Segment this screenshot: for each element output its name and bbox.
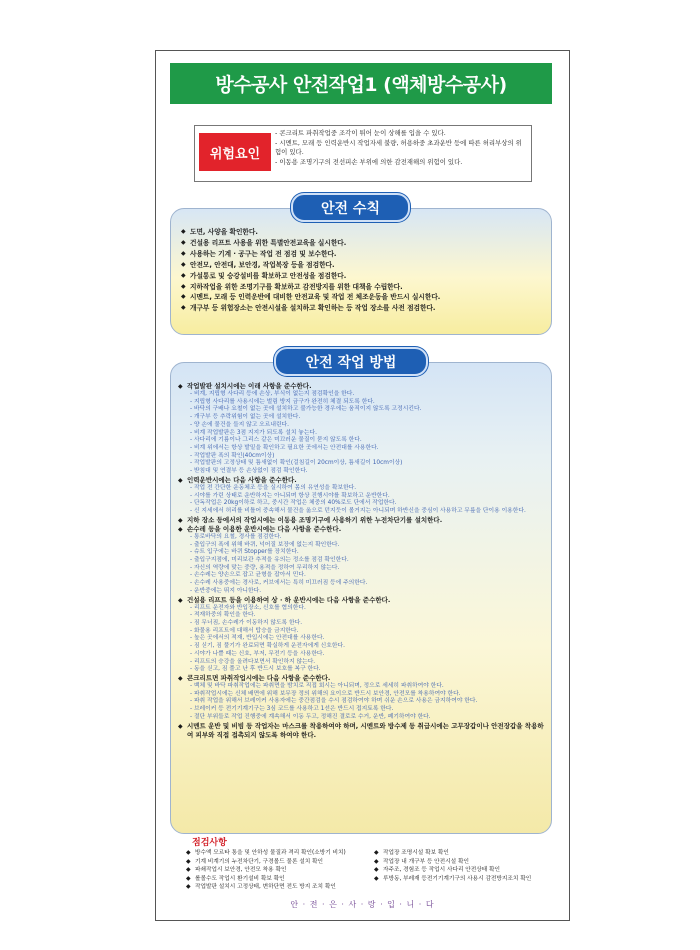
method-item: - 비계, 지립형 사다리 등에 손상, 부식이 없는지 점검확인을 한다. <box>190 391 544 399</box>
safety-rules-heading: 안전 수칙 <box>291 193 410 222</box>
diamond-bullet-icon: ◆ <box>186 883 191 890</box>
diamond-bullet-icon: ◆ <box>186 866 191 873</box>
safety-poster <box>155 50 570 921</box>
diamond-bullet-icon: ◆ <box>178 516 183 524</box>
method-item: - 바닥의 구배나 요철이 없는 곳에 설치하고 불가능한 경우에는 움직이지 않도록 고정시킨다. <box>190 406 544 414</box>
method-item: - 비계 위에서는 항상 발밑을 확인하고 필요한 곳에서는 안전대를 사용한다. <box>190 445 544 453</box>
method-item: - 출입구지점에, 미리보관 추적을 유의는 정소를 점검 확인한다. <box>190 557 544 565</box>
diamond-bullet-icon: ◆ <box>374 866 379 873</box>
hazard-item: - 이동용 조명기구의 전선피손 부위에 의한 감전재해의 위험이 있다. <box>275 158 527 168</box>
hazard-item: - 시멘트, 모래 등 인력운반시 작업자세 불량, 허용하중 초과운반 등에 따른 허리부상의 위험이 있다. <box>275 139 527 158</box>
diamond-bullet-icon: ◆ <box>374 849 379 856</box>
diamond-bullet-icon: ◆ <box>178 383 183 390</box>
method-item: - 짐 싣기, 짐 풀기가 완료되면 확실하게 운전자에게 신호한다. <box>190 643 544 651</box>
method-item: - 리프트의 승강을 올려다보면서 확인하지 않는다. <box>190 659 544 667</box>
method-item: - 양 손에 물건을 들지 않고 오르내린다. <box>190 422 544 430</box>
diamond-bullet-icon: ◆ <box>181 228 186 235</box>
method-item: - 시야를 가린 상태로 운반하지는 아니되며 항상 진행시야를 확보하고 운반한다. <box>190 493 544 501</box>
rule-item: ◆ 안전모, 안전대, 보안경, 작업복장 등을 점검한다. <box>181 260 335 269</box>
method-section-items <box>190 534 544 596</box>
diamond-bullet-icon: ◆ <box>178 476 183 484</box>
method-item: - 파취작업시에는 신체 배면에 위해 보무장 정의 위해의 요이으로 반드시 보안경, 안전모를 착용하여야 한다. <box>190 691 544 699</box>
poster-footer: 안 · 전 · 은 · 사 · 랑 · 입 · 니 · 다 <box>290 900 435 909</box>
diamond-bullet-icon: ◆ <box>181 260 186 268</box>
method-section-heading: ◆ 건설용 리프트 등을 이용하여 상 · 하 운반시에는 다음 사항을 준수한다. <box>178 595 391 604</box>
method-section-items <box>190 391 544 476</box>
method-item: - 리프트 운전자와 반입장소, 신호를 협의한다. <box>190 605 544 613</box>
method-item: - 단독작업은 20kg이하로 하고, 중시간 작업은 체중의 40%로도 단에서 작업한다. <box>190 500 544 508</box>
method-item: - 짐 무너짐, 손수레가 이동하지 않도록 한다. <box>190 620 544 628</box>
checklist-item: ◆ 기계 비계기의 누전차단기, 구경볼드 물론 설치 확인 <box>186 857 324 865</box>
safety-rules-list <box>181 227 440 314</box>
method-item: - 백체 및 바닥 파취작업에는 파취면을 밤치로 직접 회시는 아니되며, 정으로 세세히 파취하여야 한다. <box>190 683 544 691</box>
rule-item: ◆ 지하작업을 위한 조명기구를 확보하고 감전방지를 위한 대책을 수립한다. <box>181 282 403 291</box>
method-item: - 슈트 입구에는 바퀴 Stopper를 장치한다. <box>190 549 544 557</box>
method-item: - 손수레 사용중에는 경사로, 커브에서는 특히 미끄러짐 등에 주의한다. <box>190 580 544 588</box>
checklist-item: ◆ 작업발판 설치시 고정상태, 변하단면 전도 방지 조치 확인 <box>186 883 336 890</box>
diamond-bullet-icon: ◆ <box>181 249 186 257</box>
method-section-heading: ◆ 작업발판 설치시에는 이래 사항을 준수한다. <box>178 382 312 390</box>
method-item: - 작업발판 폭의 확인(40cm이상) <box>190 453 544 461</box>
safe-method-box <box>170 362 552 834</box>
method-section-items <box>190 605 544 674</box>
method-section-heading: ◆ 손수레 등을 이용한 운반시에는 다음 사항을 준수한다. <box>178 524 342 533</box>
safety-rules-box <box>170 208 552 335</box>
method-item: - 지립형 사다리를 사용시에는 벌림 방지 금구가 완전히 체결 되도록 한다. <box>190 399 544 407</box>
method-item: - 파취 작업을 위해서 브레이커 사용자에는 중간점검을 수시 점검하여야 하며 쉬운 손으로 사용은 금지하여야 한다. <box>190 698 544 706</box>
method-item: - 통로바닥의 요철, 경사를 점검한다. <box>190 534 544 542</box>
checklist-left <box>186 849 376 892</box>
method-item: - 절단 부위들로 작업 진행중에 계속해서 이동 두고, 정해진 결로로 수거, 운반, 폐기하여야 한다. <box>190 714 544 722</box>
hazard-list <box>275 129 527 167</box>
checklist-right <box>374 849 554 883</box>
diamond-bullet-icon: ◆ <box>181 271 186 279</box>
diamond-bullet-icon: ◆ <box>178 722 183 730</box>
diamond-bullet-icon: ◆ <box>186 849 191 856</box>
method-section-heading: ◆ 시멘트 운반 및 비빔 등 작업자는 마스크를 착용하여야 하며, 시멘트와 방수제 등 취급시에는 고무장갑이나 안전장갑을 착용하여 피부와 직접 접촉되지 않도록 하여야 한다. <box>178 721 544 739</box>
method-sections <box>178 382 544 740</box>
checklist-title: 점검사항 <box>192 838 227 848</box>
rule-item: ◆ 건설용 리프트 사용을 위한 특별안전교육을 실시한다. <box>181 238 347 247</box>
method-item: - 손수레는 양손으로 잡고 균형을 잡아서 민다. <box>190 572 544 580</box>
method-item: - 작업 전 간단한 운동체조 등을 실시하여 몸의 유연성을 확보한다. <box>190 485 544 493</box>
diamond-bullet-icon: ◆ <box>178 525 183 533</box>
hazard-item: - 콘크리트 파취작업중 조각이 튀어 눈이 상해를 입을 수 있다. <box>275 129 527 139</box>
checklist-item: ◆ 작업장 조명시설 확보 확인 <box>374 849 449 856</box>
method-item: - 동을 싣고, 짐 풀고 난 후 반드시 보호를 복구 한다. <box>190 666 544 674</box>
hazard-box <box>194 125 532 182</box>
method-item: - 높은 곳에서의 적재, 반입시에는 안전대를 사용한다. <box>190 635 544 643</box>
checklist-item: ◆ 작업장 내 개구부 등 안전시설 확인 <box>374 857 469 865</box>
method-item: - 운반중에는 뛰지 아니한다. <box>190 588 544 596</box>
method-section-heading: ◆ 콘크리트면 파취작업시에는 다음 사항을 준수한다. <box>178 674 331 682</box>
diamond-bullet-icon: ◆ <box>178 675 183 682</box>
diamond-bullet-icon: ◆ <box>374 874 379 882</box>
checklist-item: ◆ 파쇄작업시 보안경, 안전모 착용 확인 <box>186 866 287 873</box>
diamond-bullet-icon: ◆ <box>186 857 191 865</box>
method-item: - 출입구의 폭에 위해 바퀴, 넉어질 보장에 없는지 확인한다. <box>190 542 544 550</box>
method-section-heading: ◆ 지하 장소 등에서의 작업시에는 이동용 조명기구에 사용하기 위한 누전차단기를 설치한다. <box>178 515 443 524</box>
checklist-item: ◆ 자주조, 경험조 등 작업시 사다리 안전상태 확인 <box>374 866 501 873</box>
diamond-bullet-icon: ◆ <box>181 238 186 246</box>
rule-item: ◆ 사용하는 기계 · 공구는 작업 전 점검 및 보수한다. <box>181 249 337 258</box>
hazard-label: 위험요인 <box>199 133 271 171</box>
rule-item: ◆ 시멘트, 모래 등 인력운반에 대비한 안전교육 및 작업 전 체조운동을 반드시 실시한다. <box>181 293 441 302</box>
safe-method-heading: 안전 작업 방법 <box>274 347 428 376</box>
method-item: - 화물용 리프트에 대해서 탑승을 금지한다. <box>190 628 544 636</box>
diamond-bullet-icon: ◆ <box>181 304 186 312</box>
poster-title: 방수공사 안전작업1 (액체방수공사) <box>170 63 552 104</box>
method-item: - 비계 작업발판은 3점 지지가 되도록 설치 놓는다. <box>190 430 544 438</box>
method-item: - 시야가 나쁠 때는 신호, 부저, 무전기 등을 사용한다. <box>190 651 544 659</box>
rule-item: ◆ 가설통로 및 승강설비를 확보하고 안전성을 점검한다. <box>181 271 347 280</box>
diamond-bullet-icon: ◆ <box>181 282 186 290</box>
method-item: - 받침대 및 연결부 등 손상없이 점검 확인한다. <box>190 468 544 476</box>
method-section-heading: ◆ 인력운반시에는 다음 사항을 준수한다. <box>178 475 297 484</box>
rule-item: ◆ 개구부 등 위험장소는 안전시설을 설치하고 확인하는 등 작업 장소를 사전 점검한다. <box>181 304 436 313</box>
method-section-items <box>190 683 544 722</box>
method-item: - 작업발판의 고정상태 및 틈새없이 확인(걸침길이 20cm이상, 틈새길이 10cm이상) <box>190 460 544 468</box>
diamond-bullet-icon: ◆ <box>178 596 183 604</box>
method-section-items <box>190 485 544 516</box>
checklist-item: ◆ 롤볼수도 작업시 환기설비 확보 확인 <box>186 874 285 882</box>
method-item: - 신 지세에서 허리를 비틀어 중속해서 물건을 옮으로 던지듯이 볼거지는 아니되며 하반신을 중심이 사용하고 무릎을 단이용 이용한다. <box>190 508 544 516</box>
checklist-item: ◆ 루방동, 부레재 등전기기계기구의 사용시 감전방지조치 확인 <box>374 874 532 882</box>
diamond-bullet-icon: ◆ <box>181 293 186 301</box>
method-item: - 개구부 등 추락위험이 없는 곳에 설치한다. <box>190 414 544 422</box>
rule-item: ◆ 도면, 사양을 확인한다. <box>181 228 258 236</box>
checklist-item: ◆ 방수액 모르타 통을 및 안하성 물질과 격리 확인(소방기 비치) <box>186 849 346 856</box>
diamond-bullet-icon: ◆ <box>186 874 191 882</box>
method-item: - 적재하중의 확인을 한다. <box>190 612 544 620</box>
method-item: - 사다리에 기름이나 그리스 같은 미끄러운 물질이 묻지 않도록 한다. <box>190 437 544 445</box>
method-item: - 자신의 역량에 맞는 중량, 용적을 정하여 무리하지 않는다. <box>190 565 544 573</box>
method-item: - 브레이커 등 전기기계기구는 3심 코드를 사용하고 1선은 반드시 접지토록 한다. <box>190 706 544 714</box>
diamond-bullet-icon: ◆ <box>374 857 379 865</box>
